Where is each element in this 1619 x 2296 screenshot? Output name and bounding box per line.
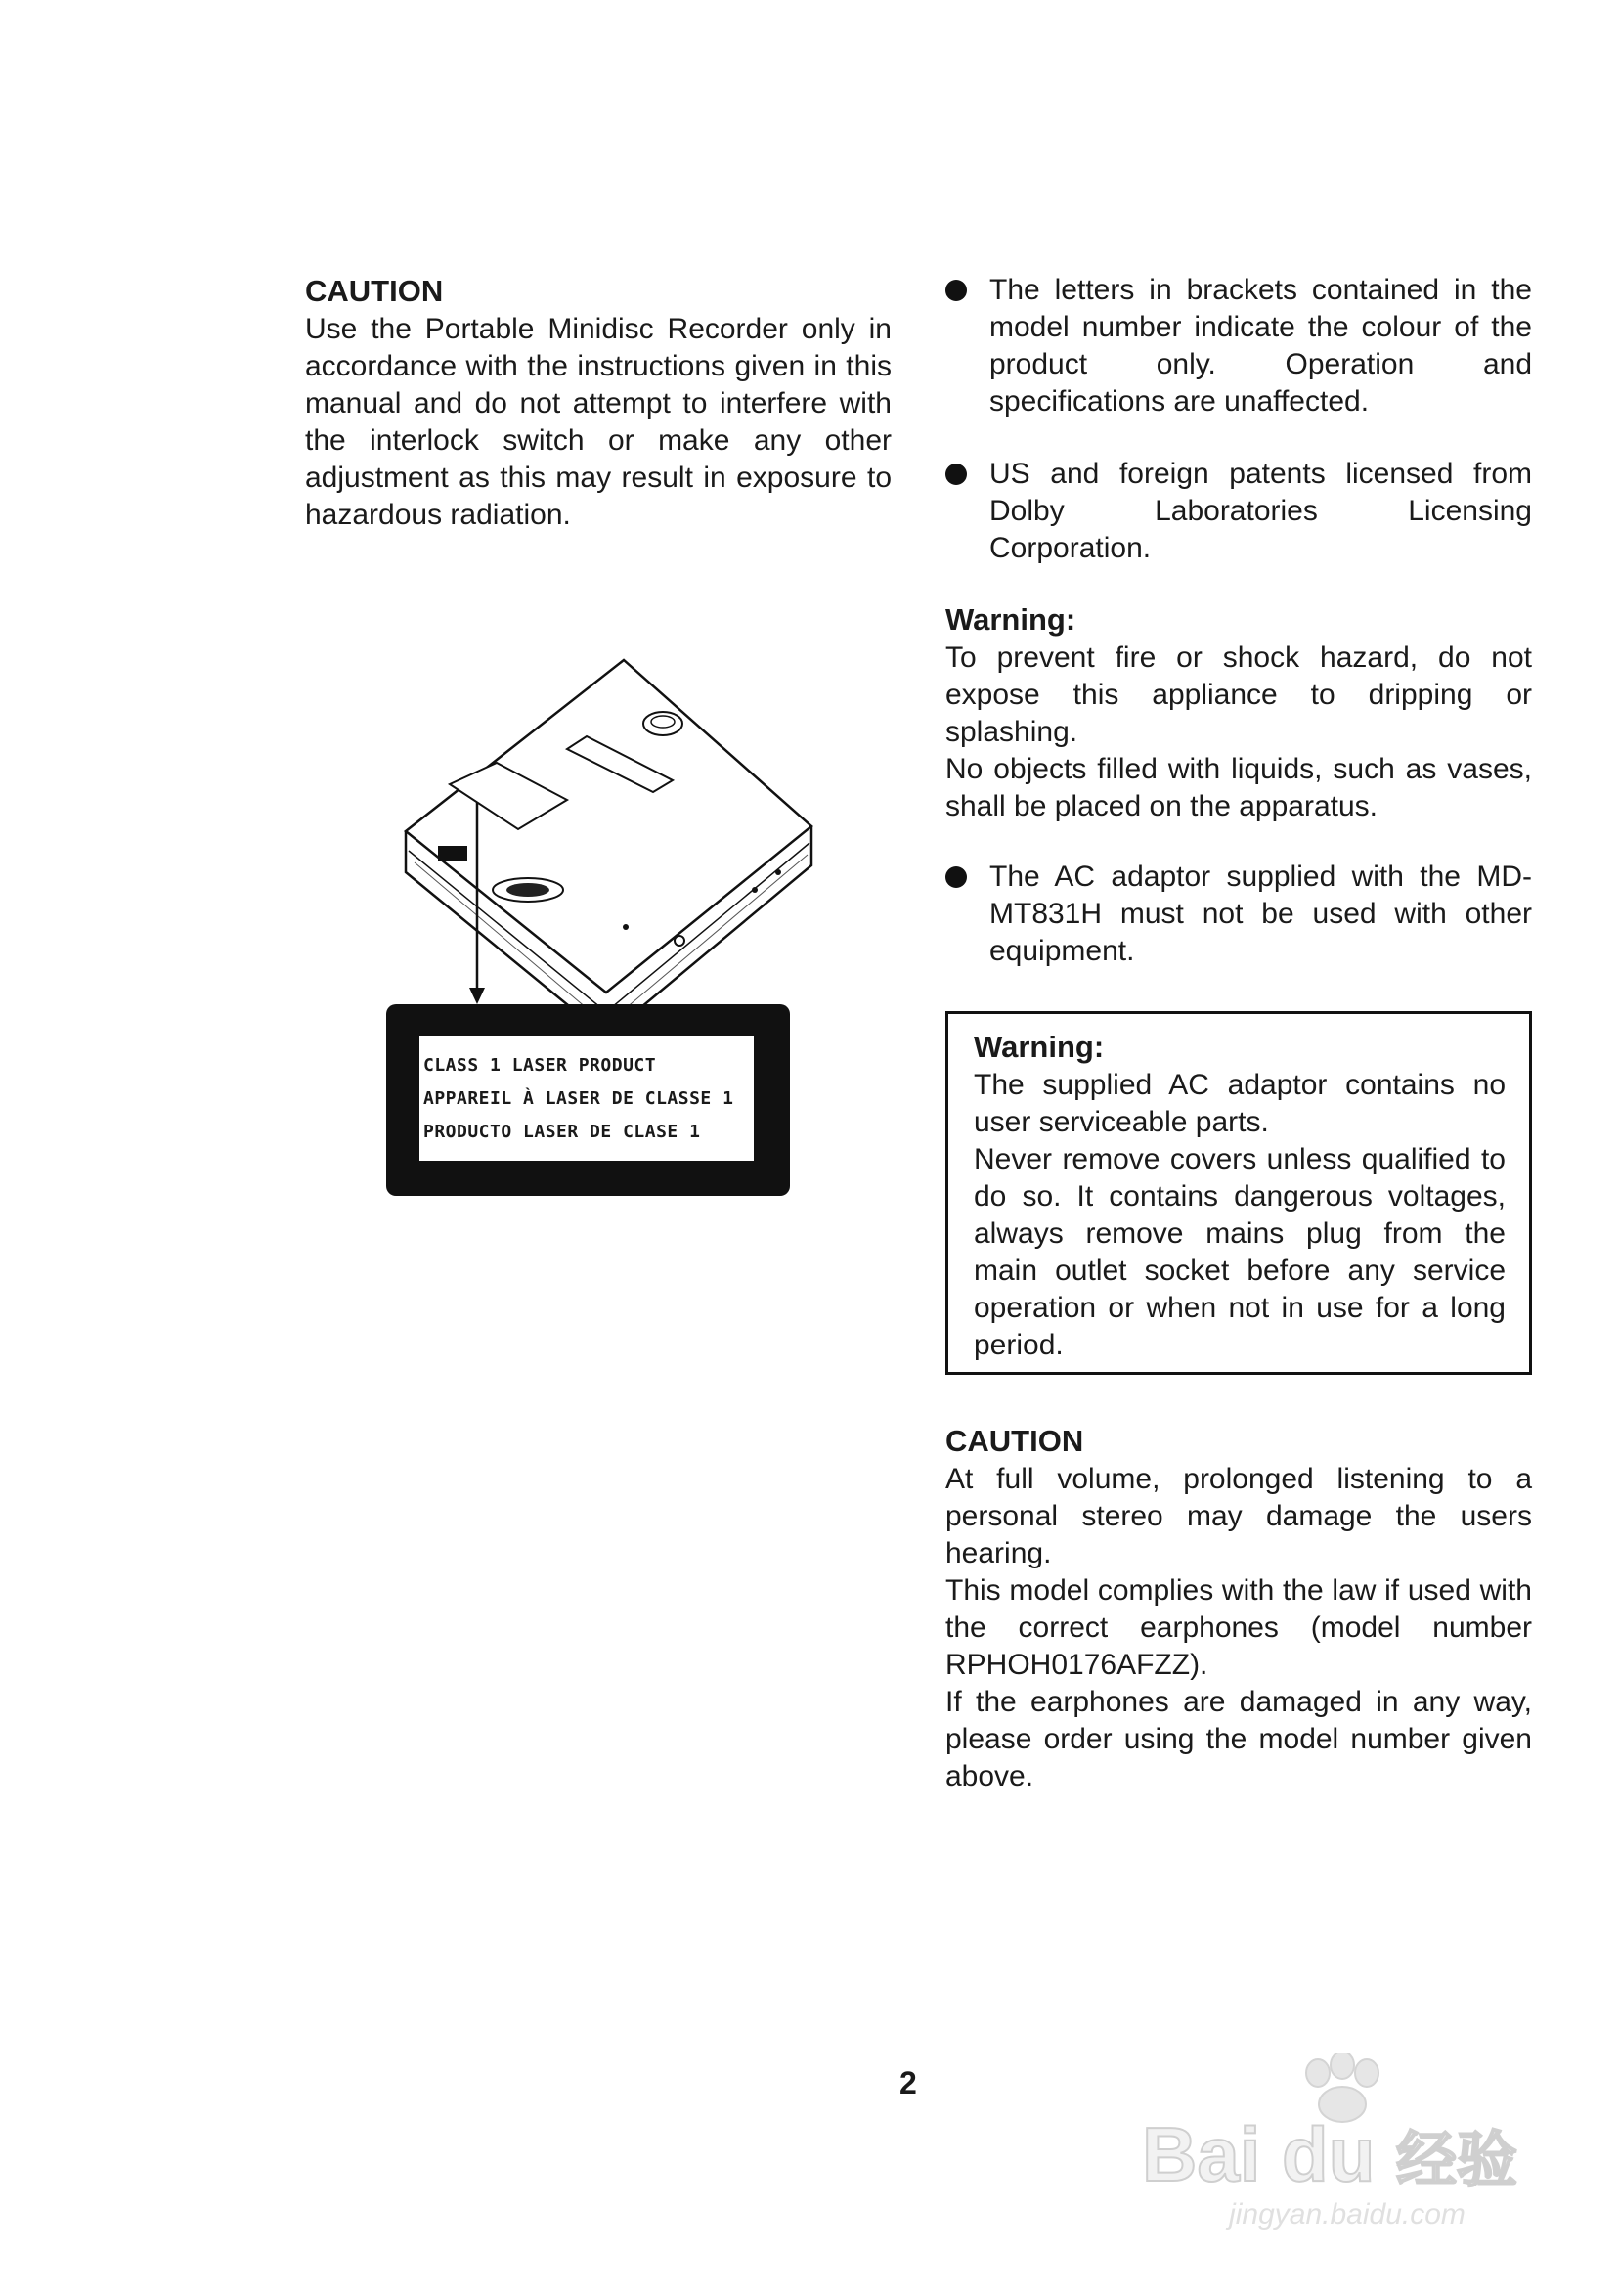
warning-box-heading: Warning:: [974, 1030, 1105, 1064]
bullet-text: US and foreign patents licensed from Dolby Laboratories Licensing Corporation.: [989, 458, 1532, 564]
svg-text:经验: 经验: [1396, 2124, 1518, 2195]
caution-text: This model complies with the law if used with the correct earphones (model number RPHOH0176AFZZ).: [945, 1574, 1532, 1681]
caution-text: At full volume, prolonged listening to a personal stereo may damage the users hearing.: [945, 1463, 1532, 1569]
svg-text:Bai du: Bai du: [1142, 2111, 1376, 2197]
baidu-paw-logo: [1142, 2053, 1543, 2200]
watermark-url: jingyan.baidu.com: [1229, 2198, 1466, 2230]
baidu-watermark: [1142, 2053, 1543, 2249]
warning-box: [945, 1011, 1532, 1375]
warning-box-text: Never remove covers unless qualified to do so. It contains dangerous voltages, always remove mains plug from the main outlet socket before any service operation or when not in use for a long period.: [974, 1143, 1506, 1361]
warning-section: [945, 600, 1532, 825]
laser-label-line-1: CLASS 1 LASER PRODUCT: [423, 1055, 657, 1076]
caution-heading: CAUTION: [945, 1424, 1084, 1458]
laser-product-label: [386, 1004, 790, 1196]
caution-text: Use the Portable Minidisc Recorder only in accordance with the instructions given in this manual and do not attempt to interfere with the interlock switch or make any other adjustment as this may result in exposure to hazardous radiation.: [305, 313, 892, 531]
bullet-text: The letters in brackets contained in the model number indicate the colour of the product only. Operation and specifications are unaffected.: [989, 274, 1532, 418]
minidisc-recorder-illustration: [391, 655, 831, 1007]
caution-heading: CAUTION: [305, 274, 444, 308]
warning-text: No objects filled with liquids, such as vases, shall be placed on the apparatus.: [945, 753, 1532, 822]
right-column: [945, 272, 1532, 1795]
bullet-text: The AC adaptor supplied with the MD-MT831H must not be used with other equipment.: [989, 861, 1532, 967]
bullet-item: [945, 859, 1532, 970]
bullet-item: [945, 272, 1532, 420]
bullet-icon: [945, 866, 967, 888]
bullet-item: [945, 456, 1532, 567]
page-number: 2: [899, 2065, 917, 2100]
caution-section: [945, 1422, 1532, 1795]
warning-box-text: The supplied AC adaptor contains no user serviceable parts.: [974, 1069, 1506, 1138]
bullet-icon: [945, 280, 967, 301]
warning-heading: Warning:: [945, 602, 1076, 637]
laser-label-line-3: PRODUCTO LASER DE CLASE 1: [423, 1122, 701, 1142]
warning-text: To prevent fire or shock hazard, do not expose this appliance to dripping or splashing.: [945, 641, 1532, 748]
laser-label-line-2: APPAREIL À LASER DE CLASSE 1: [423, 1088, 734, 1109]
bullet-icon: [945, 464, 967, 485]
left-column: [305, 272, 892, 534]
caution-text: If the earphones are damaged in any way, please order using the model number given above.: [945, 1686, 1532, 1792]
